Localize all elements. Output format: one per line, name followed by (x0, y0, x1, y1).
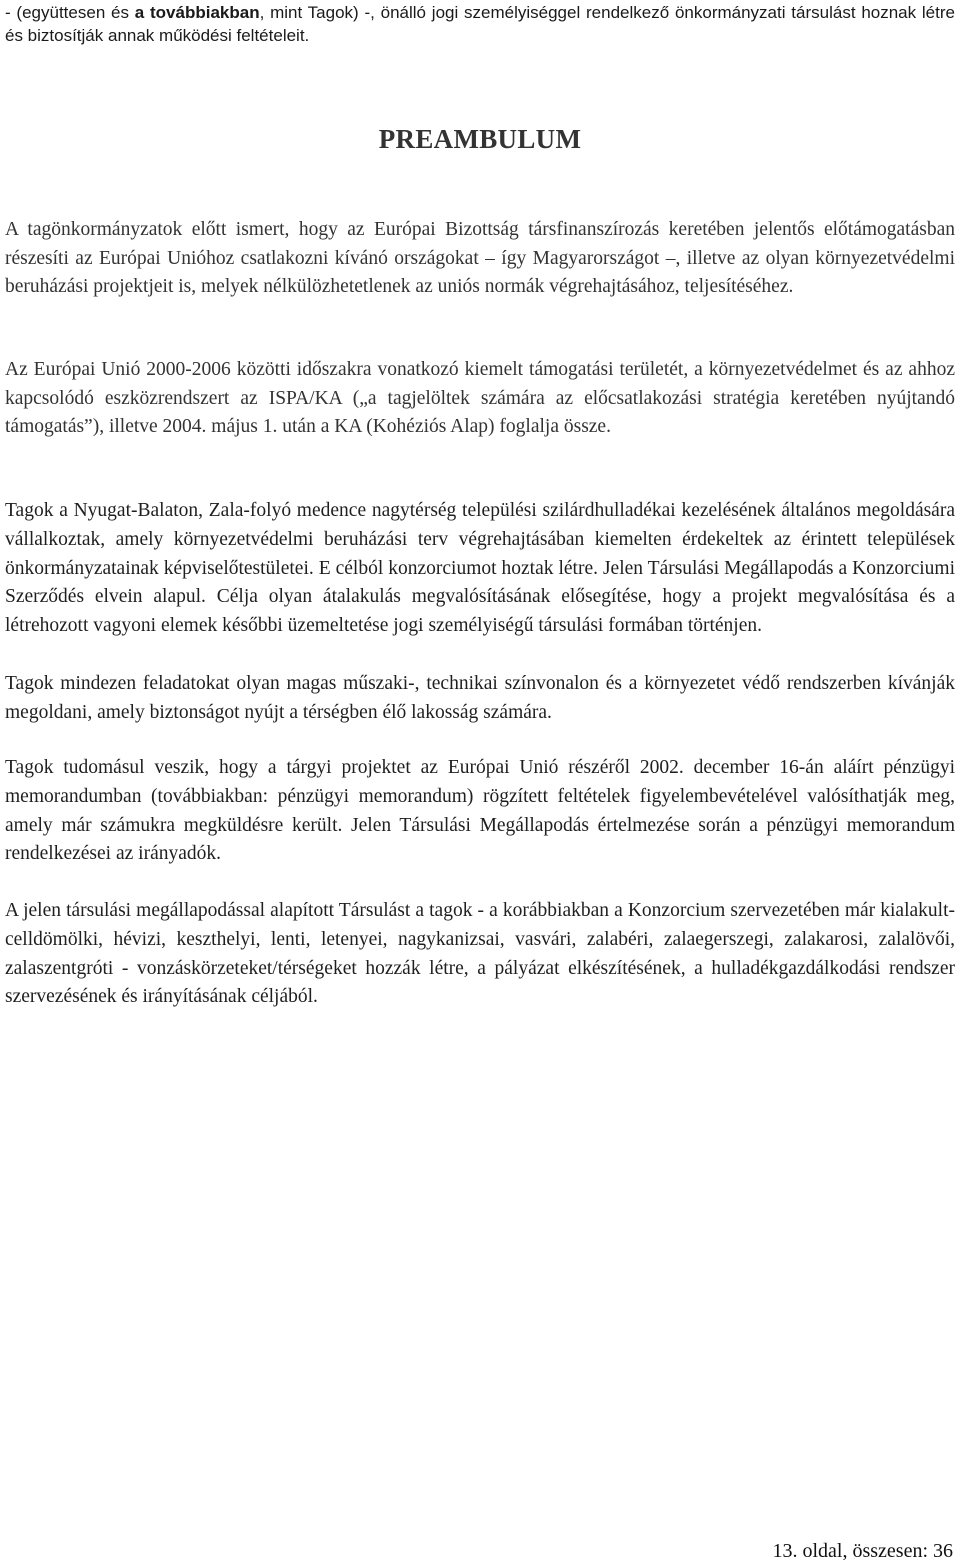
page-number-footer: 13. oldal, összesen: 36 (772, 1540, 953, 1562)
section-heading: PREAMBULUM (378, 124, 582, 154)
paragraph-2: Az Európai Unió 2000-2006 közötti időszakra vonatkozó kiemelt támogatási területét, a környezetvédelmet és az ahhoz kapcsolódó eszközrendszert az ISPA/KA („a tagjelöltek számára az előcsatlakozási stratégia keretében nyújtandó támogatás”), illetve 2004. május 1. után a KA (Kohéziós Alap) foglalja össze. (5, 359, 955, 438)
intro-paragraph (5, 2, 955, 47)
intro-text-end: , mint Tagok) -, önálló jogi személyiséggel rendelkező önkormányzati társulást hoznak létre és biztosítják annak működési feltételeit. (5, 3, 955, 45)
paragraph-3: Tagok a Nyugat-Balaton, Zala-folyó medence nagytérség települési szilárdhulladékai kezelésének általános megoldására vállalkoztak, amely környezetvédelmi beruházási terv végrehajtásában kiemelten érdekeltek az érintett települések önkormányzatainak képviselőtestületei. E célból konzorciumot hoztak létre. Jelen Társulási Megállapodás a Konzorciumi Szerződés elvein alapul. Célja olyan átalakulás megvalósításának elősegítése, hogy a projekt megvalósítása és a létrehozott vagyoni elemek későbbi üzemeltetése jogi személyiségű társulási formában történjen. (5, 500, 955, 637)
intro-bold-term: a továbbiakban (134, 3, 260, 22)
paragraph-1: A tagönkormányzatok előtt ismert, hogy az Európai Bizottság társfinanszírozás keretében jelentős előtámogatásban részesíti az Európai Unióhoz csatlakozni kívánó országokat – így Magyarországot –, illetve az olyan környezetvédelmi beruházási projektjeit is, melyek nélkülözhetetlenek az uniós normák végrehajtásához, teljesítéséhez. (5, 219, 955, 298)
intro-text-start: - (együttesen és (5, 3, 135, 22)
paragraph-6: A jelen társulási megállapodással alapított Társulást a tagok - a korábbiakban a Konzorcium szervezetében már kialakult- celldömölki, hévizi, keszthelyi, lenti, letenyei, nagykanizsai, vasvári, zalabéri, zalaegerszegi, zalakarosi, zalalövői, zalaszentgróti - vonzáskörzeteket/térségeket hozzák létre, a pályázat elkészítésének, a hulladékgazdálkodási rendszer szervezésének és irányításának céljából. (5, 900, 955, 1008)
paragraph-4: Tagok mindezen feladatokat olyan magas műszaki-, technikai színvonalon és a környezetet védő rendszerben kívánják megoldani, amely biztonságot nyújt a térségben élő lakosság számára. (5, 673, 955, 723)
paragraph-5: Tagok tudomásul veszik, hogy a tárgyi projektet az Európai Unió részéről 2002. december 16-án aláírt pénzügyi memorandumban (továbbiakban: pénzügyi memorandum) rögzített feltételek figyelembevételével valósíthatják meg, amely már számukra megküldésre került. Jelen Társulási Megállapodás értelmezése során a pénzügyi memorandum rendelkezései az irányadók. (5, 757, 955, 865)
